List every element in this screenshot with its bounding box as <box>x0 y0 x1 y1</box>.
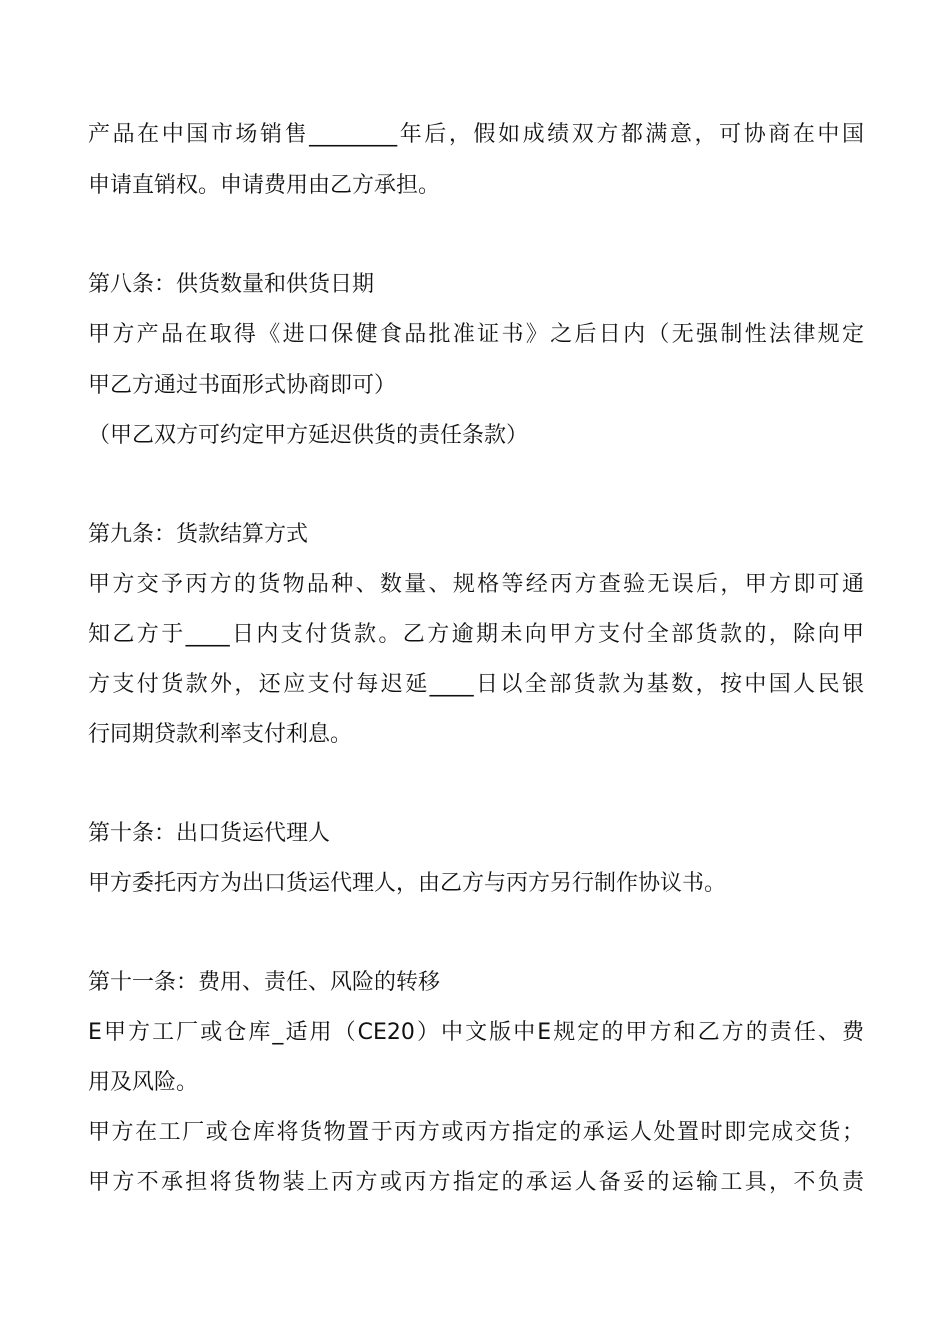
paragraph-line: 甲方交予丙方的货物品种、数量、规格等经丙方查验无误后，甲方即可通 <box>88 572 864 597</box>
article-11-heading: 第十一条：费用、责任、风险的转移 <box>88 970 441 995</box>
paragraph-line: 行同期贷款利率支付利息。 <box>88 722 353 747</box>
paragraph-line: 产品在中国市场销售________年后，假如成绩双方都满意，可协商在中国 <box>88 122 864 147</box>
paragraph-line: 用及风险。 <box>88 1070 199 1095</box>
paragraph-line: 知乙方于____日内支付货款。乙方逾期未向甲方支付全部货款的，除向甲 <box>88 622 864 647</box>
paragraph-line: 甲方在工厂或仓库将货物置于丙方或丙方指定的承运人处置时即完成交货； <box>88 1120 864 1145</box>
paragraph-line: 甲乙方通过书面形式协商即可） <box>88 373 397 398</box>
paragraph-line: 甲方产品在取得《进口保健食品批准证书》之后日内（无强制性法律规定 <box>88 322 864 347</box>
paragraph-line: 方支付货款外，还应支付每迟延____日以全部货款为基数，按中国人民银 <box>88 672 864 697</box>
paragraph-line: 甲方不承担将货物装上丙方或丙方指定的承运人备妥的运输工具，不负责 <box>88 1170 864 1195</box>
article-9-heading: 第九条：货款结算方式 <box>88 522 309 547</box>
document-page <box>88 0 864 1344</box>
paragraph-line: E甲方工厂或仓库_适用（CE20）中文版中E规定的甲方和乙方的责任、费 <box>88 1020 864 1045</box>
paragraph-line: 甲方委托丙方为出口货运代理人，由乙方与丙方另行制作协议书。 <box>88 871 727 896</box>
article-8-heading: 第八条：供货数量和供货日期 <box>88 272 375 297</box>
paragraph-line: 申请直销权。申请费用由乙方承担。 <box>88 173 441 198</box>
article-10-heading: 第十条：出口货运代理人 <box>88 821 331 846</box>
paragraph-line: （甲乙双方可约定甲方延迟供货的责任条款） <box>88 423 529 448</box>
